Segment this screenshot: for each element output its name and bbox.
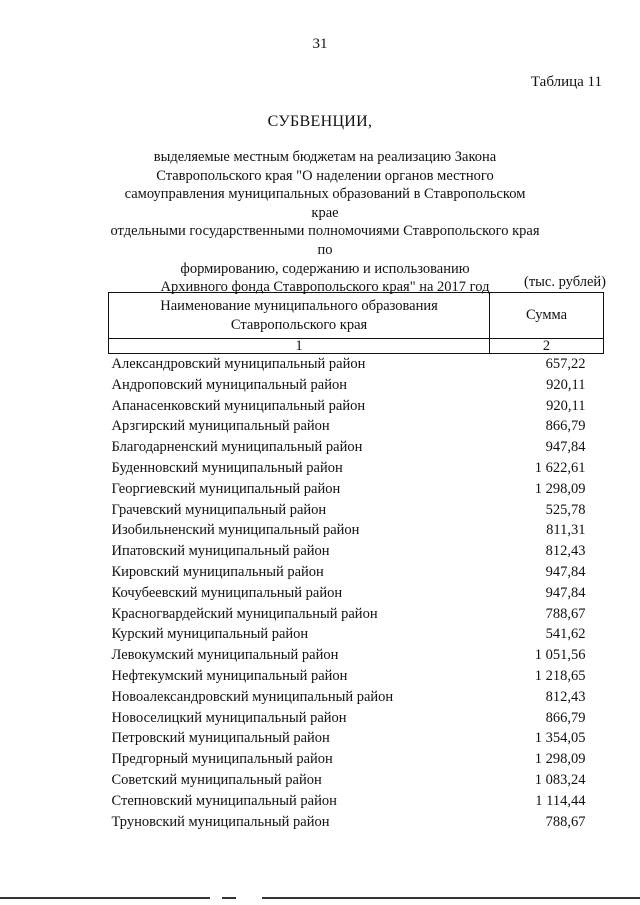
- table-row: [109, 396, 604, 417]
- table-body: [109, 354, 604, 833]
- municipality-name: Новоселицкий муниципальный район: [111, 709, 347, 726]
- municipality-name: Левокумский муниципальный район: [111, 647, 339, 664]
- document-subtitle: [110, 148, 540, 297]
- table-row: [109, 604, 604, 625]
- column-header-sum: Сумма: [490, 293, 604, 339]
- subvention-amount: 811,31: [546, 522, 586, 539]
- table-row: [109, 666, 604, 687]
- subvention-amount: 866,79: [545, 709, 586, 726]
- table-row: [109, 749, 604, 770]
- municipality-name: Новоалександровский муниципальный район: [111, 688, 394, 705]
- subvention-amount: 541,62: [545, 626, 586, 643]
- subvention-amount: 1 218,65: [534, 667, 586, 684]
- column-header-name: [109, 293, 490, 339]
- municipality-name: Нефтекумский муниципальный район: [111, 667, 348, 684]
- municipality-name: Петровский муниципальный район: [111, 730, 330, 747]
- column-header-name-line2: Ставропольского края: [230, 316, 368, 333]
- column-number-row: [109, 339, 604, 354]
- table-header-row: [109, 293, 604, 339]
- subvention-amount: 1 622,61: [534, 459, 586, 476]
- units-label: (тыс. рублей): [524, 274, 606, 290]
- column-header-name-line1: Наименование муниципального образования: [160, 297, 438, 314]
- subtitle-line: формированию, содержанию и использованию: [180, 260, 470, 277]
- subvention-amount: 947,84: [545, 584, 586, 601]
- table-row: [109, 520, 604, 541]
- column-number-2: 2: [490, 339, 604, 354]
- table-row: [109, 624, 604, 645]
- subvention-amount: 1 298,09: [534, 480, 586, 497]
- footer-rule: [222, 897, 236, 899]
- subtitle-line: выделяемые местным бюджетам на реализацию Закона: [153, 149, 497, 165]
- subtitle-line: Архивного фонда Ставропольского края" на 2017 год: [160, 279, 490, 296]
- subvention-amount: 920,11: [546, 376, 586, 393]
- subvention-amount: 947,84: [545, 439, 586, 456]
- table-row: [109, 645, 604, 666]
- municipality-name: Александровский муниципальный район: [111, 356, 366, 372]
- table-row: [109, 479, 604, 500]
- municipality-name: Предгорный муниципальный район: [111, 751, 333, 768]
- municipality-name: Андроповский муниципальный район: [111, 376, 347, 393]
- subvention-amount: 525,78: [545, 501, 586, 518]
- table-label: Таблица 11: [530, 74, 602, 90]
- footer-rule: [262, 897, 640, 899]
- table-row: [109, 708, 604, 729]
- subvention-amount: 788,67: [545, 605, 586, 622]
- page-number: 31: [312, 36, 328, 52]
- document-title: СУБВЕНЦИИ,: [267, 113, 373, 130]
- subtitle-line: отдельными государственными полномочиями Ставропольского края по: [110, 223, 540, 258]
- subvention-amount: 812,43: [545, 688, 586, 705]
- table-row: [109, 500, 604, 521]
- table-row: [109, 728, 604, 749]
- municipality-name: Красногвардейский муниципальный район: [111, 605, 378, 622]
- table-row: [109, 687, 604, 708]
- table-row: [109, 791, 604, 812]
- footer-rule: [0, 897, 210, 899]
- table-row: [109, 541, 604, 562]
- municipality-name: Труновский муниципальный район: [111, 813, 330, 830]
- subtitle-line: самоуправления муниципальных образований в Ставропольском крае: [124, 186, 526, 221]
- municipality-name: Апанасенковский муниципальный район: [111, 397, 366, 414]
- municipality-name: Степновский муниципальный район: [111, 792, 337, 809]
- table-row: [109, 812, 604, 833]
- subvention-amount: 866,79: [545, 418, 586, 435]
- table-row: [109, 770, 604, 791]
- municipality-name: Изобильненский муниципальный район: [111, 522, 360, 539]
- municipality-name: Благодарненский муниципальный район: [111, 439, 363, 456]
- municipality-name: Кировский муниципальный район: [111, 563, 324, 580]
- table-row: [109, 458, 604, 479]
- subvention-amount: 657,22: [545, 356, 586, 372]
- municipality-name: Кочубеевский муниципальный район: [111, 584, 343, 601]
- subvention-amount: 1 051,56: [534, 647, 586, 664]
- subventions-table: [108, 292, 604, 832]
- municipality-name: Георгиевский муниципальный район: [111, 480, 341, 497]
- subvention-amount: 1 354,05: [534, 730, 586, 747]
- municipality-name: Курский муниципальный район: [111, 626, 309, 643]
- municipality-name: Советский муниципальный район: [111, 771, 322, 788]
- table-row: [109, 354, 604, 375]
- subvention-amount: 1 083,24: [534, 771, 586, 788]
- municipality-name: Ипатовский муниципальный район: [111, 543, 330, 560]
- municipality-name: Арзгирский муниципальный район: [111, 418, 330, 435]
- table-row: [109, 437, 604, 458]
- table-row: [109, 562, 604, 583]
- column-number-1: 1: [109, 339, 490, 354]
- table-row: [109, 375, 604, 396]
- subvention-amount: 1 298,09: [534, 751, 586, 768]
- municipality-name: Буденновский муниципальный район: [111, 459, 343, 476]
- table-row: [109, 583, 604, 604]
- subvention-amount: 947,84: [545, 563, 586, 580]
- subvention-amount: 788,67: [545, 813, 586, 830]
- table-row: [109, 416, 604, 437]
- subvention-amount: 812,43: [545, 543, 586, 560]
- subvention-amount: 1 114,44: [535, 792, 586, 809]
- municipality-name: Грачевский муниципальный район: [111, 501, 327, 518]
- subtitle-line: Ставропольского края "О наделении органов местного: [156, 167, 494, 184]
- subvention-amount: 920,11: [546, 397, 586, 414]
